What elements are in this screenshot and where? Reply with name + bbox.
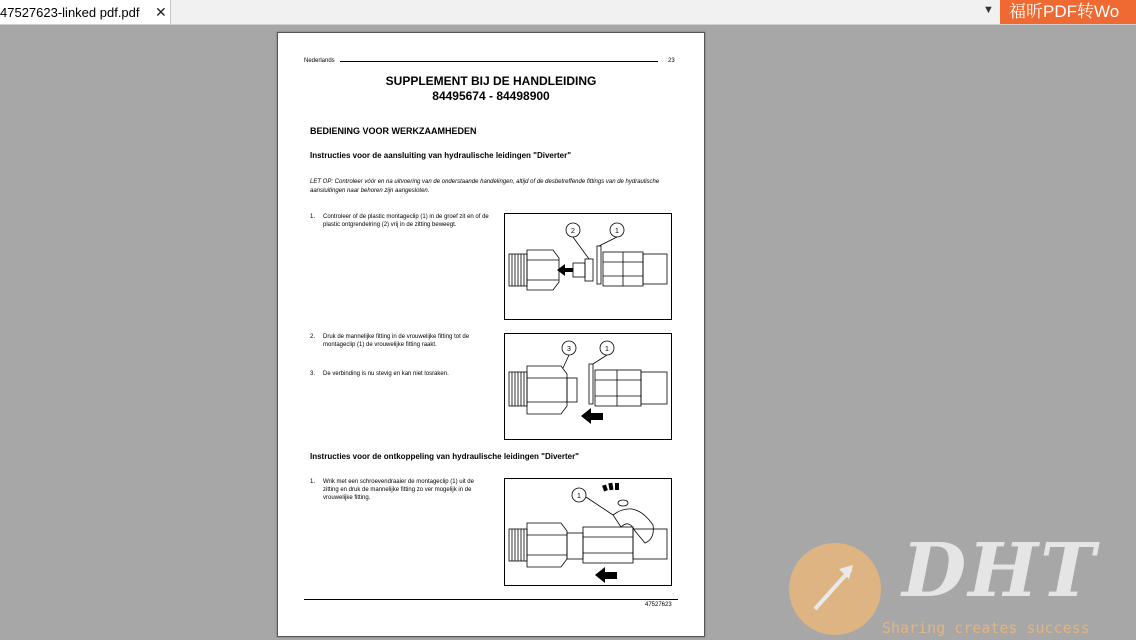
callout-1: 1 (615, 228, 619, 235)
figure-connect-2 (504, 333, 672, 440)
watermark-logo (789, 543, 881, 635)
tab-title: 47527623-linked pdf.pdf (0, 5, 140, 20)
step-text: De verbinding is nu stevig en kan niet losraken. (323, 371, 449, 377)
fitting-illustration-3 (505, 479, 671, 585)
step-disconnect-1 (310, 478, 490, 502)
header-rule (340, 61, 658, 62)
chevron-down-icon[interactable]: ▼ (983, 4, 994, 16)
callout-1: 1 (605, 346, 609, 353)
step-connect-2 (310, 333, 490, 349)
step-number: 2. (310, 334, 316, 340)
step-text: Controleer of de plastic montageclip (1) in de groef zit en of de plastic ontgrendelring (2) vrij in de zitting beweegt. (323, 214, 489, 228)
step-connect-3 (310, 370, 490, 378)
step-text: Druk de mannelijke fitting in de vrouwelijke fitting tot de montageclip (1) de vrouwelijke fitting raakt. (323, 334, 470, 348)
document-tab[interactable] (0, 0, 171, 24)
pdf-page (277, 32, 705, 637)
step-text: Wrik met een schroevendraaier de montageclip (1) uit de zitting en druk de mannelijke fitting zo ver mogelijk in de vrouwelijke fitting. (323, 479, 474, 501)
header-language: Nederlands (304, 58, 335, 64)
tab-bar (0, 0, 1136, 25)
callout-3: 3 (567, 346, 571, 353)
fitting-illustration-1 (505, 214, 671, 319)
footer-rule (304, 599, 678, 600)
caution-note: LET OP: Controleer vóór en na uitvoering van de onderstaande handelingen, altijd of de desbetreffende fittings van de hydraulische aansluitingen naar behoren zijn aangesloten. (310, 179, 660, 194)
step-number: 1. (310, 214, 316, 220)
disconnect-heading: Instructies voor de ontkoppeling van hydraulische leidingen "Diverter" (310, 452, 579, 461)
callout-2: 2 (571, 228, 575, 235)
watermark-slogan: Sharing creates success (882, 619, 1090, 637)
figure-connect-1 (504, 213, 672, 320)
step-number: 3. (310, 371, 316, 377)
figure-disconnect-1 (504, 478, 672, 586)
step-connect-1 (310, 213, 490, 229)
fitting-illustration-2 (505, 334, 671, 439)
page-number: 23 (668, 58, 675, 64)
watermark-brand: DHT (902, 528, 1098, 614)
section-heading: BEDIENING VOOR WERKZAAMHEDEN (310, 126, 477, 136)
pdf-convert-promo-button[interactable]: 福昕PDF转Wo (1000, 0, 1136, 24)
callout-1: 1 (577, 493, 581, 500)
document-title: SUPPLEMENT BIJ DE HANDLEIDING (385, 74, 597, 88)
connect-heading: Instructies voor de aansluiting van hydraulische leidingen "Diverter" (310, 151, 571, 160)
footer-code: 47527623 (645, 602, 672, 608)
step-number: 1. (310, 479, 316, 485)
document-subtitle: 84495674 - 84498900 (432, 89, 550, 103)
close-icon[interactable]: ✕ (155, 4, 167, 20)
